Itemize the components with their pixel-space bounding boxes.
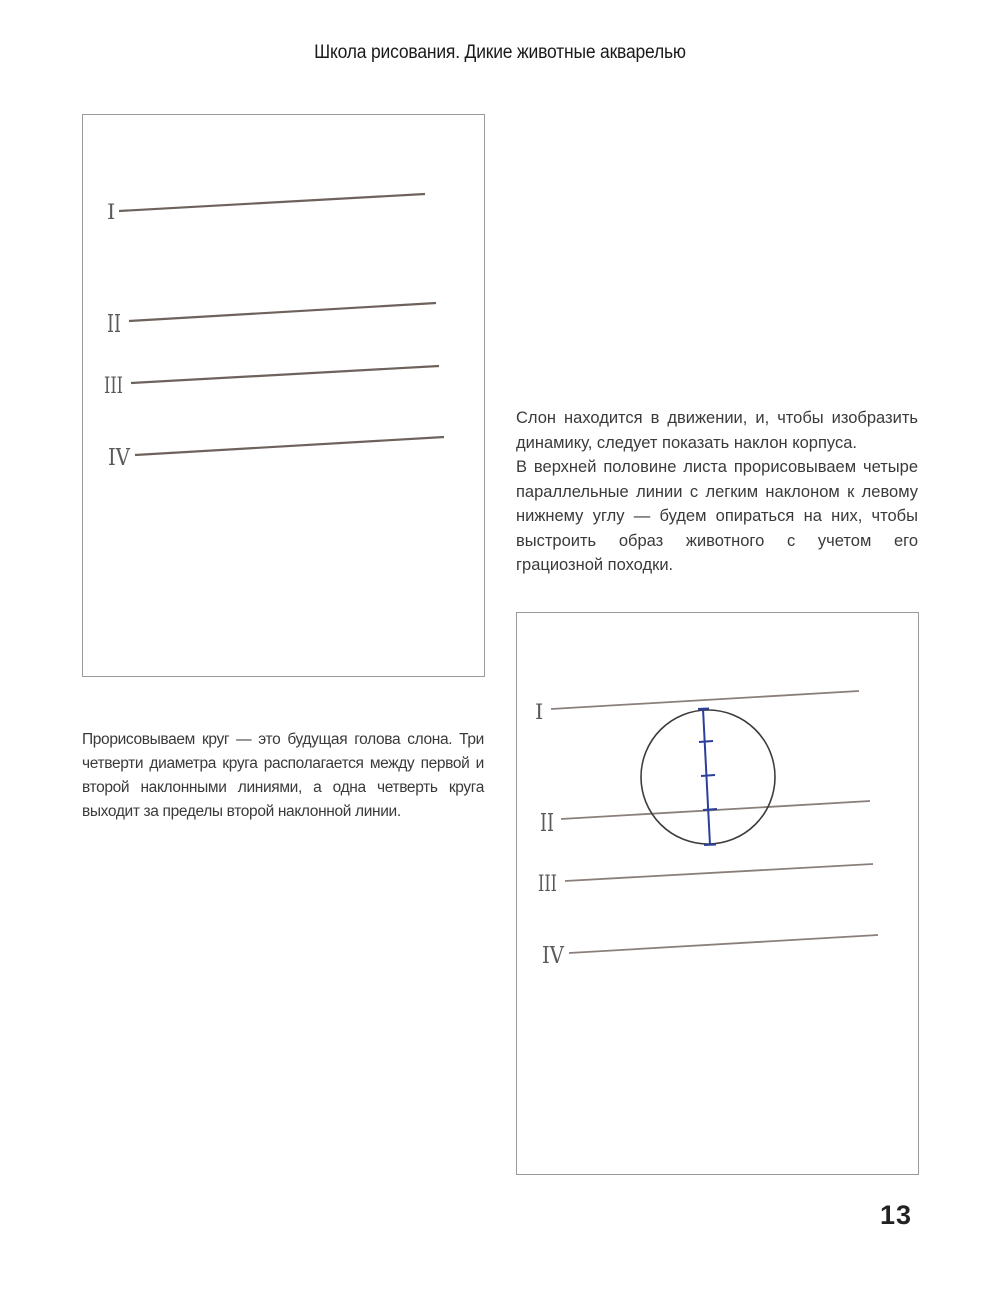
guide-line-3	[131, 366, 439, 383]
figure-1-drawing	[83, 115, 484, 676]
paragraph-parallel-lines: В верхней половине листа прорисовываем четыре параллельные линии с легким наклоном к левому нижнему углу — будем опираться на них, чтобы выстроить образ животного с учетом его грациозной походки.	[516, 458, 918, 574]
figure-2-head-circle	[516, 612, 919, 1175]
guide-line-3	[565, 864, 873, 881]
step-description-circle	[82, 728, 484, 824]
guide-line-1	[119, 194, 425, 211]
diameter-tick-bottom	[704, 845, 716, 846]
diameter-tick-quarter	[699, 741, 713, 742]
numeral-3: III	[104, 374, 123, 399]
circle-diameter	[703, 709, 710, 845]
diameter-tick-top	[698, 709, 709, 710]
figure-2-drawing	[517, 613, 918, 1174]
figure-1-guide-lines	[82, 114, 485, 677]
numeral-4: IV	[542, 943, 565, 969]
guide-line-1	[551, 691, 859, 709]
guide-line-4	[135, 437, 444, 455]
numeral-1: I	[535, 700, 544, 724]
page-number: 13	[880, 1200, 913, 1230]
step-description-lines	[516, 406, 918, 578]
paragraph-motion: Слон находится в движении, и, чтобы изобразить динамику, следует показать наклон корпуса.	[516, 409, 918, 452]
diameter-tick-half	[701, 775, 715, 776]
guide-line-4	[569, 935, 878, 953]
numeral-2: II	[540, 809, 554, 837]
diameter-tick-three-quarters	[703, 809, 717, 810]
numeral-2: II	[107, 310, 121, 338]
paragraph-circle: Прорисовываем круг — это будущая голова слона. Три четверти диаметра круга располагается между первой и второй наклонными линиями, а одна четверть круга выходит за пределы второй наклонной линии.	[82, 731, 484, 820]
numeral-1: I	[107, 200, 116, 224]
running-header: Школа рисования. Дикие животные акварелью	[314, 42, 686, 63]
numeral-3: III	[538, 872, 557, 897]
guide-line-2	[129, 303, 436, 321]
numeral-4: IV	[108, 445, 131, 471]
